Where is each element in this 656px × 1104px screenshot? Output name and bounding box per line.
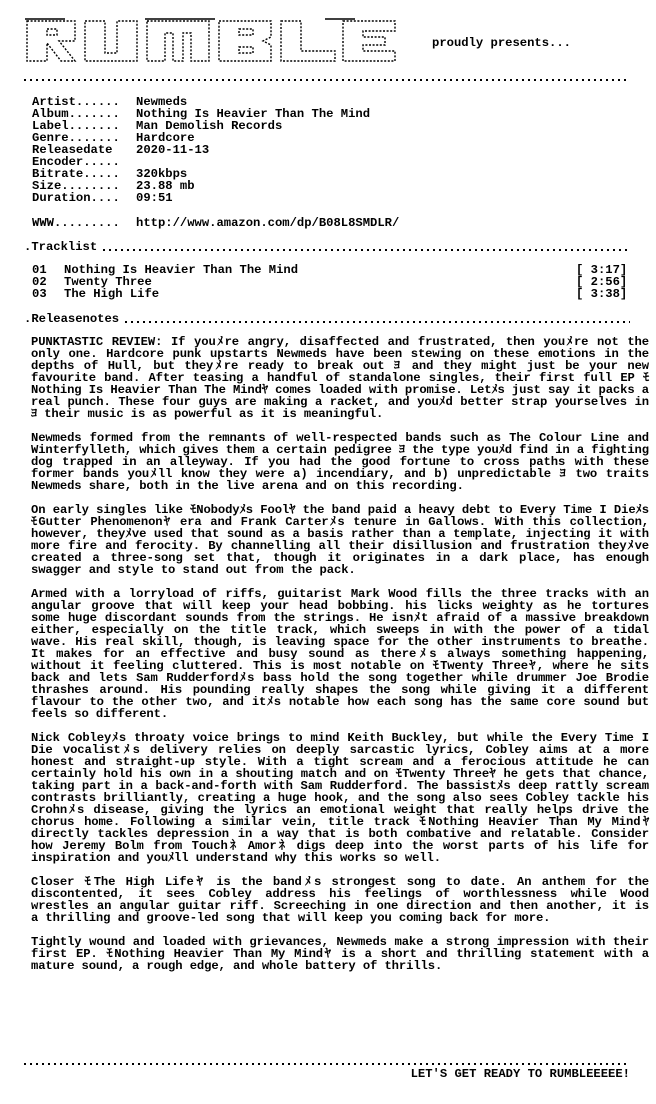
info-row: [32, 192, 370, 204]
heading-divider: [125, 321, 630, 323]
info-value: Nothing Is Heavier Than The Mind: [136, 107, 371, 121]
tracklist: [32, 264, 632, 300]
info-value: Hardcore: [136, 131, 195, 145]
info-key: Label.......: [32, 119, 120, 133]
track-duration: [ 3:17]: [576, 263, 628, 277]
release-info: [32, 96, 370, 204]
info-key: Releasedate: [32, 143, 113, 157]
tracklist-heading-label: .Tracklist: [24, 240, 98, 254]
info-value: 2020-11-13: [136, 143, 210, 157]
heading-divider: [103, 249, 630, 251]
info-key: Size........: [32, 179, 120, 193]
track-title: Twenty Three: [64, 275, 152, 289]
releasenotes-heading: [24, 312, 630, 326]
review-paragraph: On early singles like ﾓNobodyﾒs Foolﾔ the band paid a heavy debt to Every Time I Dieﾒs ﾓGutter Phenomenonﾔ era and Frank Carterﾒs tenure in Gallows. With this collection, however, theyﾒve used that sound as a basis rather than a template, injecting it with more fire and ferocity. By channelling all their disillusion and frustration theyﾒve created a three-song set that, though it originates in a dark place, has enough swagger and style to stand out from the pack.: [31, 503, 649, 577]
track-row: [32, 288, 632, 300]
info-key: Artist......: [32, 95, 120, 109]
review-paragraph: Newmeds formed from the remnants of well-respected bands such as The Colour Line and Winterfylleth, which gives them a certain pedigree ﾖ the type youﾒd find in a fighting dog trapped in an alleyway. If you had the good fortune to cross paths with these former bands youﾒll know they were a) incendiary, and b) unpredictable ﾖ two traits Newmeds share, both in the live arena and on this recording.: [31, 431, 649, 493]
track-number: 02: [32, 275, 47, 289]
info-value: 23.88 mb: [136, 179, 195, 193]
www-link[interactable]: http://www.amazon.com/dp/B08L8SMDLR/: [136, 216, 400, 230]
track-number: 03: [32, 287, 47, 301]
track-duration: [ 2:56]: [576, 275, 628, 289]
info-key: Genre.......: [32, 131, 120, 145]
review-paragraph: Nick Cobleyﾒs throaty voice brings to mind Keith Buckley, but while the Every Time I Die vocalistﾒs delivery relies on deeply sarcastic lyrics, Cobley aims at a more honest and straight-up style. With a tight scream and a ferocious attitude he can certainly hold his own in a shouting match and on ﾓTwenty Threeﾔ he gets that chance, taking part in a back-and-forth with Sam Rudderford. The bassistﾒs deep rattly scream contrasts brilliantly, creating a huge hook, and the song also sees Cobley tackle his Crohnﾒs disease, giving the lyrics an emotional weight that really helps drive the chorus home. Following a similar vein, title track ﾓNothing Heavier Than My Mindﾔ directly tackles depression in a way that is both combative and relatable. Consider how Jeremy Bolm from Touchﾈ Amorﾈ digs deep into the worst parts of his life for inspiration and youﾒll understand why this works so well.: [31, 731, 649, 865]
divider: [24, 1063, 630, 1065]
tracklist-heading: [24, 240, 630, 254]
info-value: 09:51: [136, 191, 173, 205]
releasenotes-heading-label: .Releasenotes: [24, 312, 120, 326]
track-title: The High Life: [64, 287, 160, 301]
info-key: Duration....: [32, 191, 120, 205]
www-row: [32, 216, 399, 230]
presents-text: proudly presents...: [432, 36, 571, 50]
info-value: Man Demolish Records: [136, 119, 283, 133]
review-paragraph: PUNKTASTIC REVIEW: If youﾒre angry, disaffected and frustrated, then youﾒre not the only one. Hardcore punk upstarts Newmeds have been stewing on these emotions in the depths of Hull, but theyﾒre ready to break out ﾖ and they might just be your new favourite band. After teasing a handful of standalone singles, their first full EP ﾓNothing Is Heavier Than The Mindﾔ comes loaded with promise. Letﾒs just say it packs a real punch. These four guys are making a racket, and youﾒd better strap yourselves in ﾖ their music is as powerful as it is meaningful.: [31, 335, 649, 421]
www-key: WWW.........: [32, 216, 120, 230]
review-paragraph: Tightly wound and loaded with grievances, Newmeds make a strong impression with their first EP. ﾓNothing Heavier Than My Mindﾔ is a short and thrilling statement with a mature sound, a rough edge, and whole battery of thrills.: [31, 935, 649, 973]
review-paragraph: Closer ﾓThe High Lifeﾔ is the bandﾒs strongest song to date. An anthem for the discontented, it sees Cobley address his feelings of worthlessness while Wood wrestles an angular guitar riff. Screeching in one direction and then another, it is a thrilling and groove-led song that will keep you coming back for more.: [31, 875, 649, 925]
review-paragraph: Armed with a lorryload of riffs, guitarist Mark Wood fills the three tracks with an angular groove that will keep your head bobbing. his licks weighty as he tortures some huge discordant sounds from the strings. He isnﾒt afraid of a massive breakdown either, especially on the title track, which sweeps in with the power of a tidal wave. His real skill, though, is leaving space for the other instruments to breathe. It makes for an effective and busy sound as thereﾒs always something happening, without it feeling cluttered. This is most notable on ﾓTwenty Threeﾔ, where he sits back and lets Sam Rudderfordﾒs bass hold the song together while drummer Joe Brodie thrashes around. His pounding really shapes the song while giving it a different flavour to the other two, and itﾒs notable how each song has the same core sound but feels so different.: [31, 587, 649, 721]
info-value: Newmeds: [136, 95, 188, 109]
info-value: 320kbps: [136, 167, 188, 181]
divider: [24, 79, 630, 81]
info-key: Bitrate.....: [32, 167, 120, 181]
track-number: 01: [32, 263, 47, 277]
track-title: Nothing Is Heavier Than The Mind: [64, 263, 299, 277]
track-duration: [ 3:38]: [576, 287, 628, 301]
rumble-logo: [25, 17, 397, 65]
releasenotes-body: [31, 336, 649, 984]
info-key: Encoder.....: [32, 155, 120, 169]
info-key: Album.......: [32, 107, 120, 121]
footer-tagline: LET'S GET READY TO RUMBLEEEEE!: [410, 1067, 630, 1081]
